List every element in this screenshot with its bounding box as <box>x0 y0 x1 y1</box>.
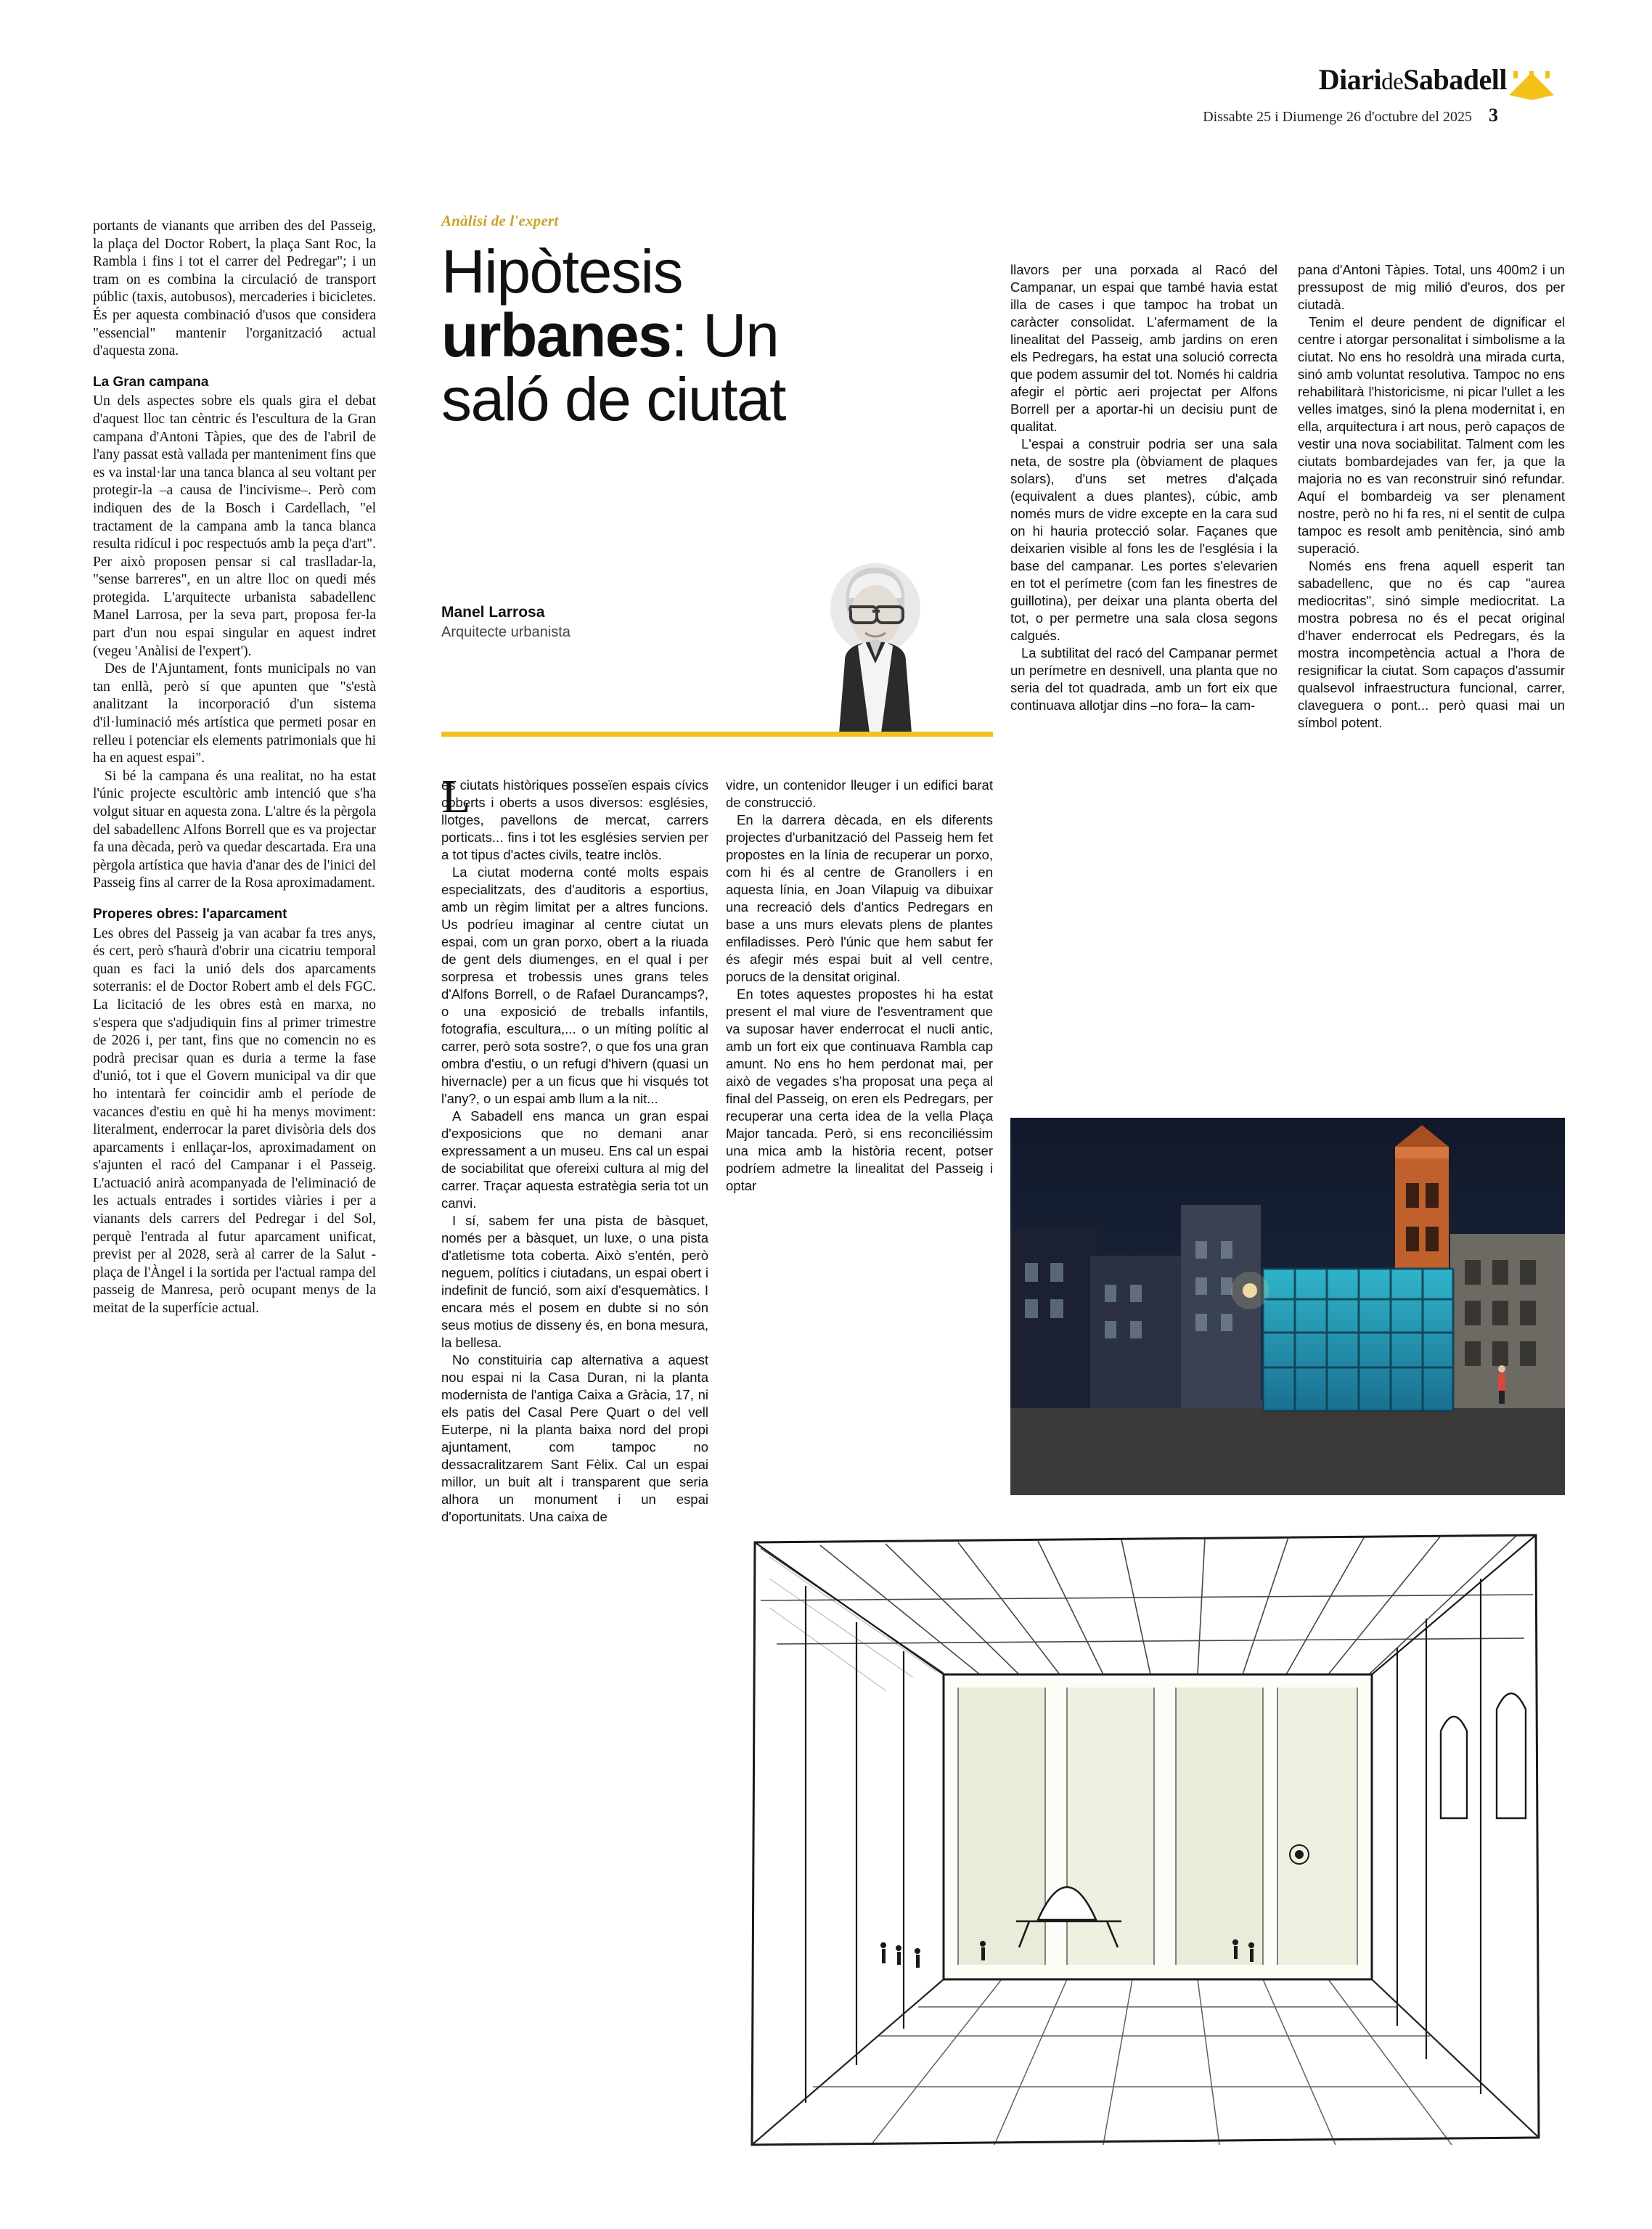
paragraph: vidre, un contenidor lleuger i un edifici barat de construcció. <box>726 777 993 810</box>
headline-line-3: saló de ciutat <box>441 365 785 433</box>
masthead-de: de <box>1381 69 1404 95</box>
article-headline <box>441 237 1007 433</box>
paragraph: La ciutat moderna conté molts espais especialitzats, des d'auditoris a esportius, amb un règim limitat per a altres funcions. Us podríeu imaginar al centre ciutat un espai, com un gran porxo, obert a la riuada de gent dels diumenges, en el qual i per sorpresa et trobessis unes grans teles d'Alfons Borrell, o de Rafael Durancamps?, o una exposició de treballs infantils, fotografia, escultura,... o un míting polític al carrer, però sota sostre?, o que fos una gran ombra d'estiu, o un refugi d'hivern (quasi un hivernacle) per a un ficus que hi visqués tot l'any?, o un espai amb llum a la nit... <box>441 864 708 1106</box>
paragraph: llavors per una porxada al Racó del Campanar, un espai que també havia estat illa de cases i que tampoc ha trobat un caràcter consolidat. L'afermament de la linealitat del Passeig, amb jardins on eren els Pedregars, ha estat una solució correcta que podem assumir del tot. Només hi caldria afegir el pòrtic aeri projectat per Alfons Borrell per a aportar-hi un decisiu punt de qualitat. <box>1010 262 1277 434</box>
paragraph: L'espai a construir podria ser una sala neta, de sostre pla (òbviament de plaques solars), d'uns set metres d'alçada (equivalent a dues plantes), cúbic, amb només murs de vidre excepte en la cara sud on hi hauria protecció solar. Façanes que deixarien visible al fons les de l'església i la base del campanar. Les portes s'elevarien en tot el perímetre (com fan les finestres de guillotina), per deixar una planta oberta del tot, o per permetre una sala closa segons calgués. <box>1010 436 1277 643</box>
paragraph: Un dels aspectes sobre els quals gira el debat d'aquest lloc tan cèntric és l'escultura de la Gran campana d'Antoni Tàpies, que des de l'abril de l'any passat està vallada per manteniment fins que es va instal·lar una tanca blanca al seu voltant per protegir-la –a causa de l'incivisme–. Però com indiquen des de la Bosch i Cardellach, "el tractament de la campana amb la tanca blanca resulta ridícul i poc respectuós amb la peça d'art". Per això proposen pensar si cal traslladar-la, "sense barreres", en un altre lloc on quedi més protegida. L'arquitecte urbanista sabadellenc Manel Larrosa, per la seva part, proposa fer-la part d'un nou espai singular en aquest indret (vegeu 'Anàlisi de l'expert'). <box>93 393 376 659</box>
author-name: Manel Larrosa <box>441 604 545 621</box>
paragraph: es ciutats històriques posseïen espais cívics coberts i oberts a usos diversos: esglésies, llotges, pavellons de mercat, carrers porticats... fins i tot les esglésies servien per a tot tipus d'actes civils, teatre inclòs. <box>441 777 708 862</box>
ink-sketch-covered-hall-interior <box>726 1513 1565 2167</box>
paragraph: pana d'Antoni Tàpies. Total, uns 400m2 i un pressupost de mig milió d'euros, dos per ciutadà. <box>1298 262 1565 312</box>
body-column-4 <box>1298 261 1565 732</box>
paragraph: Les obres del Passeig ja van acabar fa tres anys, és cert, però s'haurà d'obrir una cicatriu temporal quan es faci la unió dels dos aparcaments soterranis: el de Doctor Robert amb el dels FGC. La licitació de les obres està en marxa, no s'espera que s'adjudiquin fins al primer trimestre de 2026 i, per tant, fins que no comencin no es podrà precisar quan es duria a terme la fase d'unió, tot i que el Govern municipal va dir que ho intentarà fer coincidir amb el període de vacances d'estiu en què hi ha menys moviment: literalment, enderrocar la paret divisòria dels dos aparcaments i enllaçar-los, aproximadament on s'ajunten el racó del Campanar i el Passeig. L'actuació anirà acompanyada de l'eliminació de les actuals entrades i sortides viàries i per a vianants dels carrers del Pedregar i del Sol, perquè l'entrada al futur aparcament unificat, previst per al 2028, serà al carrer de la Salut - plaça de l'Àngel i la sortida per l'actual rampa del passeig de Manresa, però ocupant menys de la meitat de la superfície actual. <box>93 925 376 1317</box>
author-portrait <box>803 552 948 733</box>
drop-cap: L <box>441 770 471 823</box>
paragraph: Si bé la campana és una realitat, no ha estat l'únic projecte escultòric amb intenció que s'ha volgut situar en aquesta zona. L'altre és la pèrgola del sabadellenc Alfons Borrell que es va projectar fa una dècada, però va quedar descartada. Era una pèrgola artística que havia d'anar des de l'inici del Passeig fins al carrer de la Rosa aproximadament. <box>93 768 376 891</box>
page-number: 3 <box>1489 105 1498 126</box>
section-heading-gran-campana: La Gran campana <box>93 374 209 390</box>
night-photo-bell-tower-scaffold <box>1010 1118 1565 1495</box>
paragraph: portants de vianants que arriben des del Passeig, la plaça del Doctor Robert, la plaça Sant Roc, la Rambla i fins i tot el carrer del Pedregar"; i un tram on es combina la circulació de transport públic (taxis, autobusos), mercaderies i bicicletes. És per aquesta combinació d'usos que considera "essencial" mantenir l'organització actual d'aquesta zona. <box>93 218 376 359</box>
left-news-column <box>93 218 376 1318</box>
paragraph: En totes aquestes propostes hi ha estat present el mal viure de l'esventrament que va suposar haver enderrocat el nucli antic, amb un fort eix que continuava Rambla cap amunt. No ens ho hem perdonat mai, per això de vegades s'ha proposat una peça al final del Passeig, on eren els Pedregars, per recuperar una certa idea de la vella Plaça Major tancada. Però, si ens reconciliéssim una mica amb la història recent, potser podríem admetre la linealitat del Passeig i optar <box>726 986 993 1193</box>
section-heading-properes-obres: Properes obres: l'aparcament <box>93 906 287 922</box>
headline-line-2-rest: : Un <box>671 301 779 369</box>
masthead-title <box>1319 62 1507 97</box>
paragraph: Tenim el deure pendent de dignificar el centre i atorgar personalitat i simbolisme a la ciutat. No ens ho resoldrà una mirada curta, sinó amb voluntat resolutiva. Tampoc no ens rehabilitarà l'historicisme, ni picar l'ullet a les velles imatges, sinó la plena modernitat i, en ella, arquitectura i art nous, però capaços de vestir una nova sociabilitat. Talment com les ciutats bombardejades van fer, ja que la majoria no es van reconstruir sinó refundar. Aquí el bombardeig va ser plenament nostre, però no hi fa res, ni el sentit de culpa tampoc es resolt amb penitència, sinó amb superació. <box>1298 314 1565 556</box>
masthead-city: Sabadell <box>1403 63 1507 96</box>
paragraph: A Sabadell ens manca un gran espai d'exposicions que no demani anar expressament a un museu. Ens cal un espai de sociabilitat que ofereixi cultura al mig del carrer. Traçar aquesta estratègia seria tot un canvi. <box>441 1108 708 1211</box>
crown-diamond-logo-icon <box>1508 71 1555 100</box>
body-column-2 <box>726 777 993 1195</box>
masthead-date: Dissabte 25 i Diumenge 26 d'octubre del 2025 <box>1203 109 1472 125</box>
paragraph: La subtilitat del racó del Campanar permet un perímetre en desnivell, una planta que no seria del tot quadrada, amb un fort eix que continuava allotjar dins –no fora– la cam- <box>1010 645 1277 713</box>
body-column-3 <box>1010 261 1277 714</box>
paragraph: No constituiria cap alternativa a aquest nou espai ni la Casa Duran, ni la planta modernista de l'antiga Caixa a Gràcia, 17, ni els patis del Casal Pere Quart o del vell Euterpe, ni la planta baixa nord del propi ajuntament, com tampoc no dessacralitzarem Sant Fèlix. Cal un espai millor, un buit alt i transparent que seria alhora un monument i un espai d'oportunitats. Una caixa de <box>441 1352 708 1524</box>
paragraph: I sí, sabem fer una pista de bàsquet, només per a bàsquet, un luxe, o una pista d'atletisme tota coberta. Això s'entén, però neguem, polítics i ciutadans, un espai obert i indefinit de funció, som així d'esquemàtics. I encara més el posem en dubte si no són seus motius de disseny és, en bona mesura, la bellesa. <box>441 1213 708 1350</box>
body-column-1 <box>441 770 708 1526</box>
author-role: Arquitecte urbanista <box>441 624 571 640</box>
divider-rule <box>441 732 993 737</box>
headline-line-2-bold: urbanes <box>441 301 671 369</box>
masthead <box>0 0 1652 167</box>
article-kicker: Anàlisi de l'expert <box>441 212 559 229</box>
headline-line-1: Hipòtesis <box>441 237 682 306</box>
paragraph: Des de l'Ajuntament, fonts municipals no van tan enllà, però sí que apunten que "s'està analitzant la incorporació d'un sistema d'il·luminació més artística que permeti posar en relleu i potenciar els elements patrimonials que hi ha en aquest espai". <box>93 661 376 766</box>
paragraph: Només ens frena aquell esperit tan sabadellenc, que no és cap "aurea mediocritas", sinó simple mediocritat. La mostra pobresa no és el pecat original d'haver enderrocat els Pedregars, és la mostra incompetència actual a l'hora de resignificar la ciutat. Som capaços d'assumir qualsevol infraestructura funcional, carrer, claveguera o pont... però quasi mai un símbol potent. <box>1298 558 1565 730</box>
masthead-brand: Diari <box>1318 63 1382 96</box>
paragraph: En la darrera dècada, en els diferents projectes d'urbanització del Passeig hem fet propostes en la línia de recuperar un porxo, com hi és al centre de Granollers i en aquesta línia, en Joan Vilapuig va dibuixar una recreació dels d'antics Pedregars en base a uns murs elevats plens de plantes enfiladisses. Però l'únic que hem sabut fer és afegir més espai buit al vell centre, porucs de la densitat original. <box>726 812 993 984</box>
